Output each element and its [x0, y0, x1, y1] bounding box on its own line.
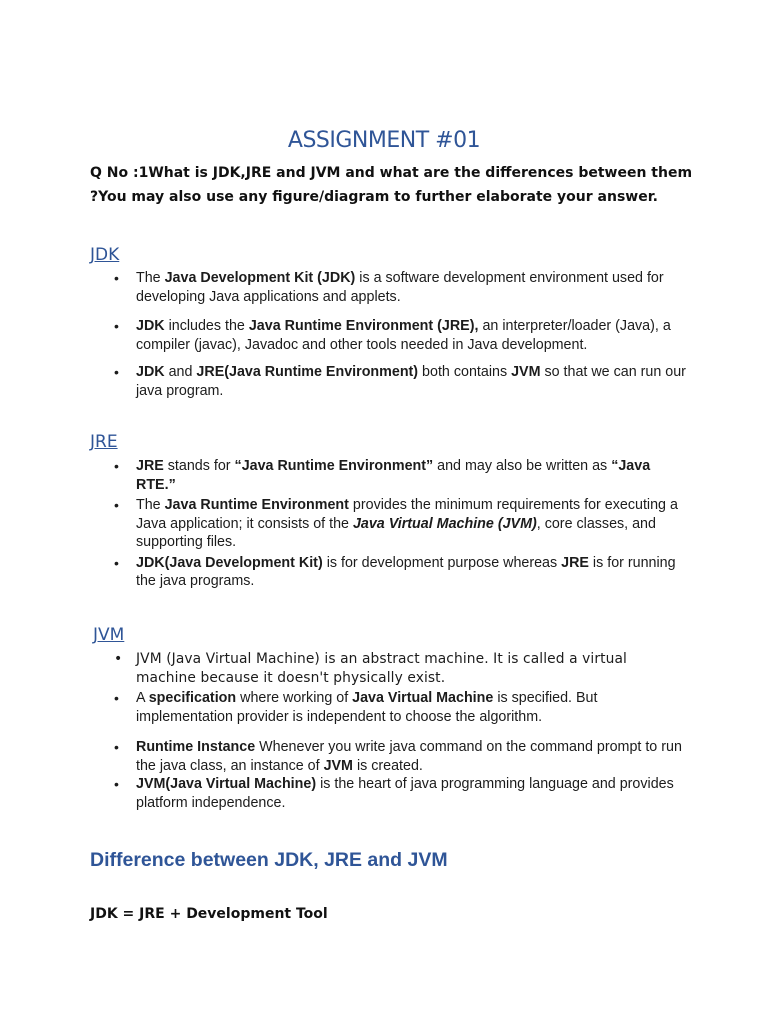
- question-line-2: ?You may also use any figure/diagram to further elaborate your answer.: [90, 189, 658, 205]
- list-item: • JDK and JRE(Java Runtime Environment) both contains JVM so that we can run our java program.: [90, 363, 690, 400]
- jre-heading: JRE: [90, 432, 118, 452]
- list-item: • The Java Runtime Environment provides the minimum requirements for executing a Java application; it consists of the Java Virtual Machine (JVM), core classes, and supporting files.: [90, 496, 690, 552]
- jvm-heading: JVM: [93, 625, 125, 645]
- list-item: • JDK includes the Java Runtime Environment (JRE), an interpreter/loader (Java), a compiler (javac), Javadoc and other tools needed in Java development.: [90, 317, 690, 354]
- list-item: • The Java Development Kit (JDK) is a software development environment used for developing Java applications and applets.: [90, 269, 690, 306]
- list-item: • JVM(Java Virtual Machine) is the heart of java programming language and provides platform independence.: [90, 775, 690, 812]
- list-item: • Runtime Instance Whenever you write java command on the command prompt to run the java class, an instance of JVM is created.: [90, 738, 690, 775]
- question: [90, 161, 710, 209]
- list-item: • A specification where working of Java Virtual Machine is specified. But implementation provider is independent to choose the algorithm.: [90, 689, 690, 726]
- jdk-heading: JDK: [90, 245, 120, 265]
- list-item: • JVM (Java Virtual Machine) is an abstract machine. It is called a virtual machine because it doesn't physically exist.: [90, 650, 690, 687]
- list-item: • JDK(Java Development Kit) is for development purpose whereas JRE is for running the java programs.: [90, 554, 690, 591]
- list-item: • JRE stands for “Java Runtime Environment” and may also be written as “Java RTE.”: [90, 457, 690, 494]
- question-line-1: Q No :1What is JDK,JRE and JVM and what are the differences between them: [90, 165, 693, 181]
- difference-heading: Difference between JDK, JRE and JVM: [90, 849, 448, 871]
- jvm-list: [90, 650, 690, 812]
- page-title: ASSIGNMENT #01: [287, 128, 481, 153]
- jdk-formula: JDK = JRE + Development Tool: [90, 906, 328, 922]
- jre-list: [90, 457, 690, 591]
- jdk-list: [90, 269, 690, 400]
